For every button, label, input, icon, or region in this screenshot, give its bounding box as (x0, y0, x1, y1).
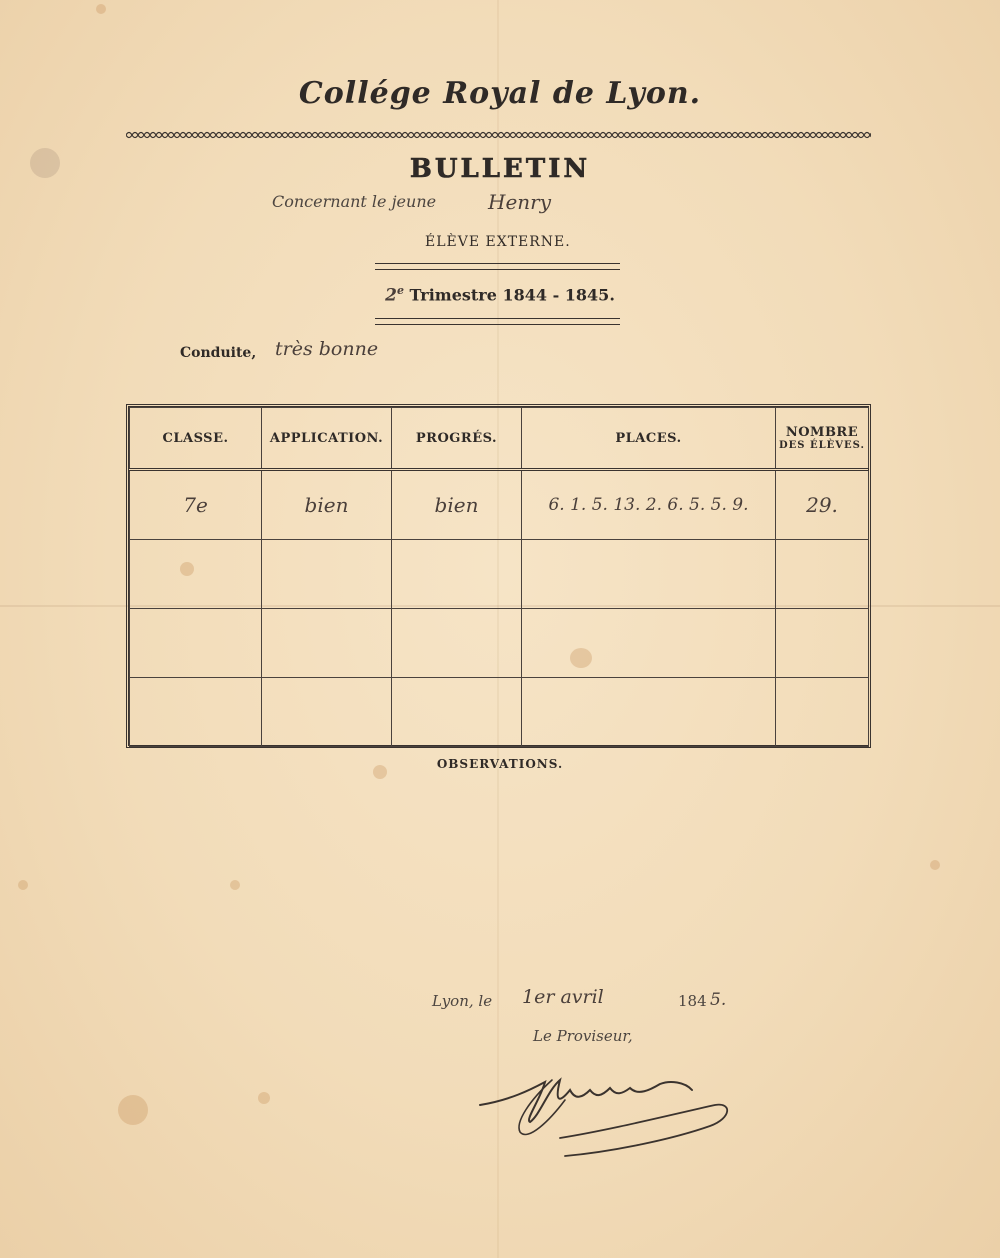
cell-classe (130, 678, 262, 747)
student-status: ÉLÈVE EXTERNE. (425, 234, 571, 250)
cell-places: 6. 1. 5. 13. 2. 6. 5. 5. 9. (522, 470, 776, 540)
foxing-spot (258, 1092, 270, 1104)
header-progres: PROGRÉS. (392, 408, 522, 470)
table-row (130, 540, 869, 609)
header-places: PLACES. (522, 408, 776, 470)
cell-nombre (776, 540, 869, 609)
trimestre-ordinal: 2 (385, 285, 397, 306)
double-rule-bottom (375, 318, 620, 325)
header-nombre-bottom: DES ÉLÈVES. (779, 440, 865, 451)
cell-application (262, 540, 392, 609)
conduite-value: très bonne (275, 338, 379, 360)
foxing-spot (230, 880, 240, 890)
ornamental-border (126, 130, 871, 140)
trimestre-label: Trimestre (409, 285, 497, 305)
foxing-spot (930, 860, 940, 870)
header-nombre (776, 408, 869, 470)
place-label: Lyon, le (432, 992, 493, 1010)
cell-places (522, 678, 776, 747)
proviseur-label: Le Proviseur, (533, 1027, 633, 1045)
foxing-spot (96, 4, 106, 14)
cell-places (522, 609, 776, 678)
academic-years: 1844 - 1845. (502, 285, 615, 305)
cell-nombre (776, 678, 869, 747)
double-rule-top (375, 263, 620, 270)
table-header-row (130, 408, 869, 470)
cell-application (262, 678, 392, 747)
observations-heading: OBSERVATIONS. (436, 757, 564, 771)
college-title: Collége Royal de Lyon. (298, 76, 702, 111)
cell-nombre (776, 609, 869, 678)
cell-classe (130, 540, 262, 609)
header-nombre-top: NOMBRE (785, 425, 859, 440)
header-classe: CLASSE. (130, 408, 262, 470)
table-row (130, 609, 869, 678)
cell-progres (392, 609, 522, 678)
foxing-spot (18, 880, 28, 890)
cell-classe: 7e (130, 470, 262, 540)
table-row (130, 678, 869, 747)
proviseur-signature (470, 1060, 740, 1160)
trimestre-suffix: e (396, 284, 404, 297)
grades-table (126, 404, 871, 748)
trimestre-line (0, 284, 1000, 305)
table-row (130, 470, 869, 540)
bulletin-title: BULLETIN (409, 154, 591, 184)
cell-places (522, 540, 776, 609)
conduite-label: Conduite, (180, 345, 257, 361)
header-application: APPLICATION. (262, 408, 392, 470)
student-name: Henry (488, 190, 552, 214)
cell-nombre: 29. (776, 470, 869, 540)
cell-progres: bien (392, 470, 522, 540)
cell-classe (130, 609, 262, 678)
cell-application (262, 609, 392, 678)
cell-progres (392, 540, 522, 609)
cell-progres (392, 678, 522, 747)
foxing-spot (118, 1095, 148, 1125)
issue-date: 1er avril (522, 986, 604, 1008)
concernant-label: Concernant le jeune (272, 192, 437, 211)
cell-application: bien (262, 470, 392, 540)
year-handwritten: 5. (710, 990, 727, 1010)
year-printed: 184 (678, 992, 707, 1010)
